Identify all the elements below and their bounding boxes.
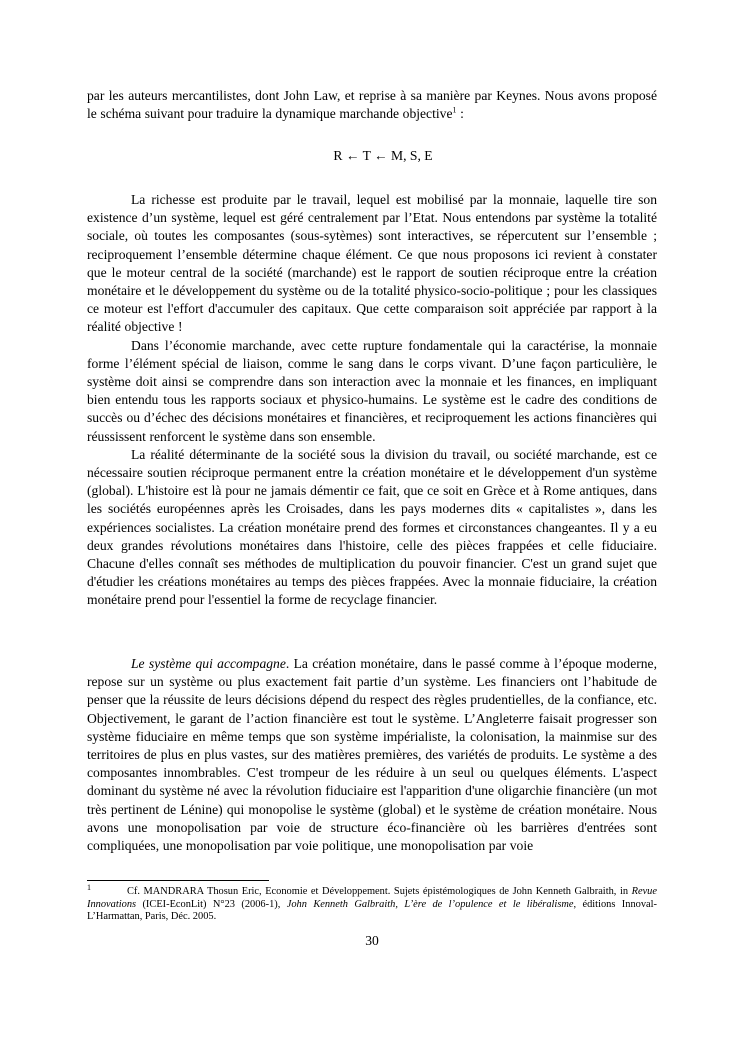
page-number: 30 <box>365 933 379 948</box>
section-text: . La création monétaire, dans le passé comme à l’époque moderne, repose sur un système ou plus exactement fait partie d’un système. Les financiers ont l’habitude de penser que la réussite de leurs décisions dépend du respect des règles prudentielles, de la confiance, etc. Objectivement, le garant de l’action financière est tout le système. L’Angleterre faisait progresser son système fiduciaire en même temps que son système impérialiste, la colonisation, la mainmise sur des territoires de plus en plus vastes, sur des matières premières, des variétés de produits. Le système a des composantes innombrables. C'est trompeur de les réduire à un seul ou quelques éléments. L'aspect dominant du système né avec la révolution fiduciaire est l'apparition d'une oligarchie financière (un mot très pertinent de Lénine) qui monopolise le système (global) et le système de création monétaire. Nous avons une monopolisation par voie de structure éco-financière où les barrières d'entrées sont compliquées, une monopolisation par voie politique, une monopolisation par voie <box>87 656 657 854</box>
footnote-text-3: , éditions Innoval-L’Harmattan, Paris, Déc. 2005. <box>87 898 657 923</box>
footnote-reference[interactable]: 1 <box>452 105 457 115</box>
footnote-book-title: John Kenneth Galbraith, L’ère de l’opulence et le libéralisme <box>286 898 574 910</box>
intro-text: par les auteurs mercantilistes, dont John Law, et reprise à sa manière par Keynes. Nous avons proposé le schéma suivant pour traduire la dynamique marchande objective <box>87 88 657 122</box>
paragraph-richesse: La richesse est produite par le travail, lequel est mobilisé par la monnaie, laquelle tire son existence d’un système, lequel est géré centralement par l’Etat. Nous entendons par système la totalité sociale, où toutes les composantes (sous-sytèmes) sont interactives, se répercutent sur l’ensemble ; reciproquement l’ensemble détermine chaque élément. Ce que nous proposons ici revient à constater que le moteur central de la société (marchande) est le rapport de soutien réciproque entre la création monétaire et le développement du système ou de la totalité physico-socio-politique ; pour les classiques ce moteur est l'effort d'accumuler des capitaux. Que cette comparaison soit appréciée par rapport à la réalité objective ! <box>87 192 657 335</box>
intro-text-end: : <box>456 106 464 122</box>
intro-paragraph <box>87 87 657 123</box>
footnote-text-1: Cf. MANDRARA Thosun Eric, Economie et Développement. Sujets épistémologiques de John Kenneth Galbraith, in <box>127 886 632 897</box>
paragraph-economie-marchande: Dans l’économie marchande, avec cette rupture fondamentale qui la caractérise, la monnaie forme l’élément spécial de liaison, comme le sang dans le corps vivant. D’une façon particulière, le système doit ainsi se comprendre dans son interaction avec la monnaie et les finances, en impliquant bien entendu tous les rapports sociaux et physico-humains. Le système est le cadre des conditions de succès ou d’échec des décisions monétaires et financières, et reciproquement les actions financières qui réussissent renforcent le système dans son ensemble. <box>87 337 657 444</box>
footnote-journal: Revue Innovations <box>87 886 657 910</box>
formula: R ← T ← M, S, E <box>333 148 433 163</box>
section-paragraph <box>87 655 657 855</box>
paragraph-realite-determinante: La réalité déterminante de la société sous la division du travail, ou société marchande, est ce nécessaire soutien réciproque permanent entre la création monétaire et le développement d'un système (global). L'histoire est là pour ne jamais démentir ce fait, que ce soit en Grèce et à Rome antiques, dans les sociétés européennes après les Croisades, dans les pays modernes dits « capitalistes », dans les expériences socialistes. La création monétaire prend des formes et circonstances changeantes. Il y a eu deux grandes révolutions monétaires dans l'histoire, celle des pièces frappées et celle fiduciaire. Chacune d'elles connaît ses méthodes de multiplication du pouvoir financier. C'est un grand sujet que d'étudier les créations monétaires au temps des pièces frappées. Avec la monnaie fiduciaire, la création monétaire prend pour l'essentiel la forme de recyclage financier. <box>87 446 657 608</box>
body-text <box>87 191 657 610</box>
footnote <box>87 883 657 924</box>
footnote-divider <box>87 880 269 881</box>
footnote-mark: 1 <box>87 883 91 892</box>
footnote-text-2: (ICEI-EconLit) N°23 (2006-1), <box>136 898 287 910</box>
section-heading: Le système qui accompagne <box>131 656 286 671</box>
